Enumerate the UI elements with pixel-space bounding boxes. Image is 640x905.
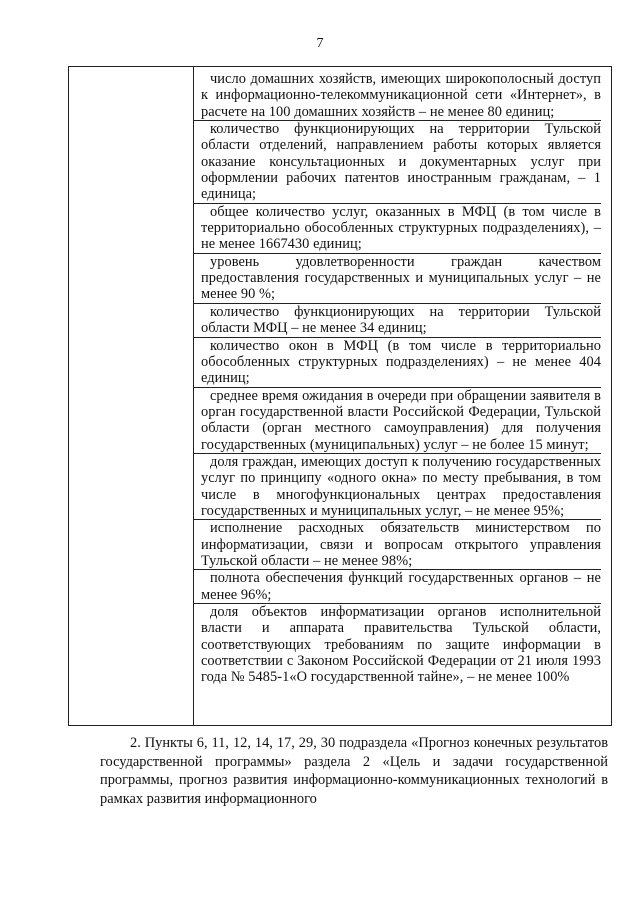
table-left-cell xyxy=(69,67,194,725)
indicator-item: полнота обеспечения функций государственных органов – не менее 96%; xyxy=(194,569,601,603)
indicator-item: общее количество услуг, оказанных в МФЦ (в том числе в территориально обособленных структурных подразделениях), – не менее 1667430 единиц; xyxy=(194,203,601,253)
indicator-item: уровень удовлетворенности граждан качеством предоставления государственных и муниципальных услуг – не менее 90 %; xyxy=(194,253,601,303)
indicator-item: число домашних хозяйств, имеющих широкополосный доступ к информационно-телекоммуникационной сети «Интернет», в расчете на 100 домашних хозяйств – не менее 80 единиц; xyxy=(201,71,601,120)
indicator-item: количество функционирующих на территории Тульской области МФЦ – не менее 34 единиц; xyxy=(194,303,601,337)
indicator-item: среднее время ожидания в очереди при обращении заявителя в орган государственной власти Российской Федерации, Тульской области (орган местного самоуправления) для получения государственных (муниципальных) услуг – не более 15 минут; xyxy=(194,387,601,453)
indicator-item: количество функционирующих на территории Тульской области отделений, направлением работы которых является оказание консультационных и документарных услуг при оформлении рабочих патентов иностранным гражданам, – 1 единица; xyxy=(194,120,601,203)
indicators-table xyxy=(68,66,612,726)
indicator-item: доля объектов информатизации органов исполнительной власти и аппарата правительства Тульской области, соответствующих требованиям по защите информации в соответствии с Законом Российской Федерации от 21 июля 1993 года № 5485-1«О государственной тайне», – не менее 100% xyxy=(194,603,601,686)
amendment-paragraph xyxy=(100,734,608,808)
indicator-item: исполнение расходных обязательств министерством по информатизации, связи и вопросам открытого управления Тульской области – не менее 98%; xyxy=(194,519,601,569)
indicator-item: доля граждан, имеющих доступ к получению государственных услуг по принципу «одного окна» по месту пребывания, в том числе в многофункциональных центрах предоставления государственных и муниципальных услуг, – не менее 95%; xyxy=(194,453,601,519)
indicator-item: количество окон в МФЦ (в том числе в территориально обособленных структурных подразделениях) – не менее 404 единиц; xyxy=(194,337,601,387)
table-right-cell xyxy=(201,71,601,686)
page-number: 7 xyxy=(316,36,324,51)
amendment-paragraph-text: 2. Пункты 6, 11, 12, 14, 17, 29, 30 подраздела «Прогноз конечных результатов государственной программы» раздела 2 «Цель и задачи государственной программы, прогноз развития информационно-коммуникационных технологий в рамках развития информационного xyxy=(100,735,608,807)
